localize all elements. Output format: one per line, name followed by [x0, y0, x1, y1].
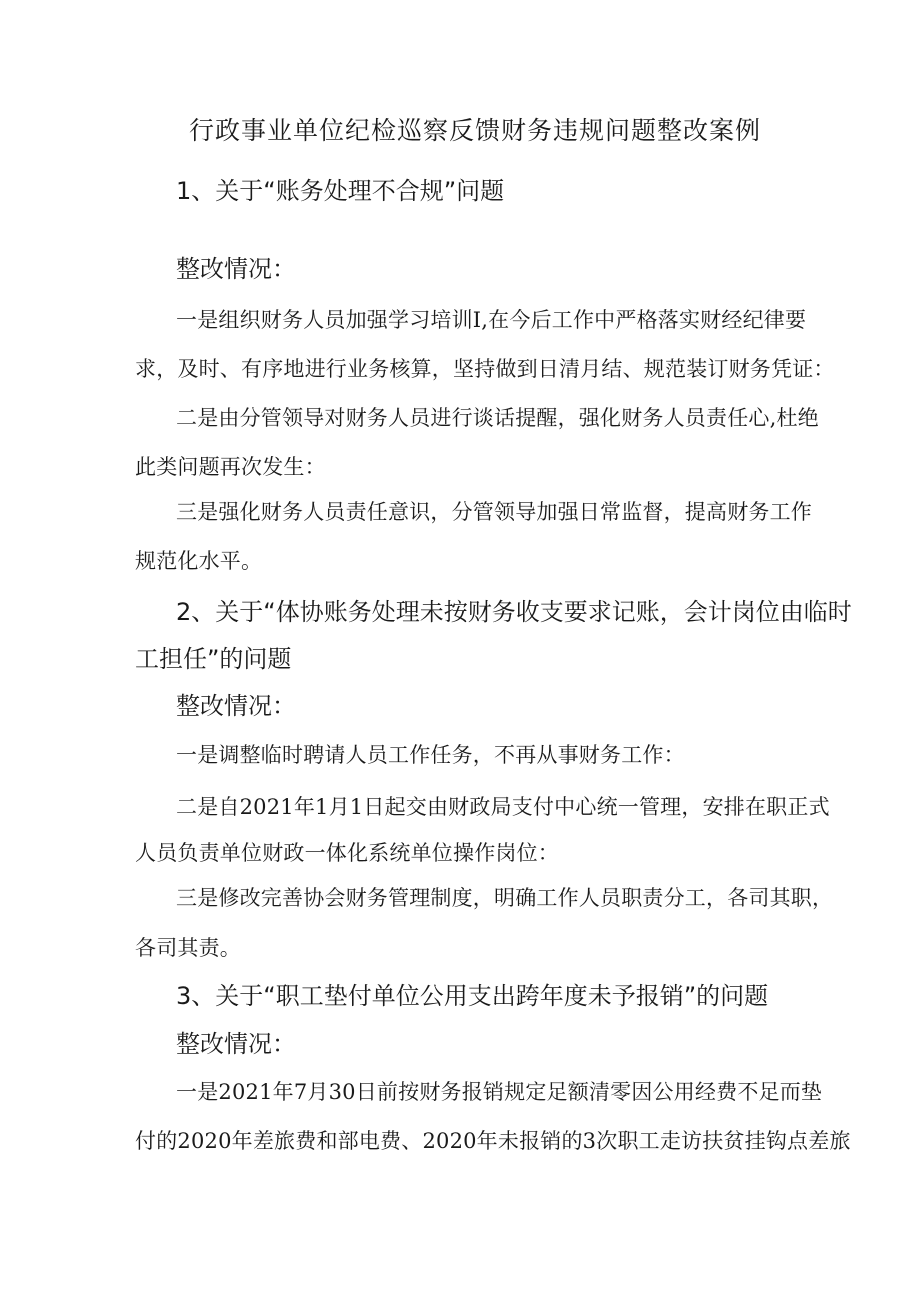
- document-title: 行政事业单位纪检巡察反馈财务违规问题整改案例: [189, 116, 762, 145]
- section-2-paragraph-1-line-1: 一是调整临时聘请人员工作任务，不再从事财务工作：: [176, 743, 685, 767]
- section-1-paragraph-3-line-2: 规范化水平。: [135, 549, 263, 573]
- section-2-paragraph-3-line-1: 三是修改完善协会财务管理制度，明确工作人员职责分工，各司其职，: [176, 886, 834, 910]
- section-1-paragraph-2-line-1: 二是由分管领导对财务人员进行谈话提醒，强化财务人员责任心,杜绝: [176, 406, 819, 430]
- section-2-subheading: 整改情况：: [176, 692, 296, 720]
- section-1-paragraph-1-line-1: 一是组织财务人员加强学习培训I,在今后工作中严格落实财经纪律要: [176, 308, 807, 332]
- section-2-paragraph-2-line-1: 二是自2021年1月1日起交由财政局支付中心统一管理，安排在职正式: [176, 795, 830, 819]
- section-1-paragraph-1-line-2: 求，及时、有序地进行业务核算，坚持做到日清月结、规范装订财务凭证：: [135, 357, 835, 381]
- section-3-heading: 3、关于“职工垫付单位公用支出跨年度未予报销”的问题: [176, 982, 769, 1010]
- section-2-paragraph-3-line-2: 各司其责。: [135, 936, 241, 960]
- section-2-heading-line-2: 工担任”的问题: [135, 645, 292, 673]
- section-1-paragraph-2-line-2: 此类问题再次发生：: [135, 455, 326, 479]
- section-1-heading: 1、关于“账务处理不合规”问题: [176, 177, 505, 205]
- section-1-paragraph-3-line-1: 三是强化财务人员责任意识，分管领导加强日常监督，提高财务工作: [176, 500, 812, 524]
- section-3-paragraph-1-line-1: 一是2021年7月30日前按财务报销规定足额清零因公用经费不足而垫: [176, 1080, 823, 1104]
- section-3-paragraph-1-line-2: 付的2020年差旅费和部电费、2020年未报销的3次职工走访扶贫挂钩点差旅: [135, 1129, 851, 1153]
- section-2-heading-line-1: 2、关于“体协账务处理未按财务收支要求记账，会计岗位由临时: [176, 598, 852, 626]
- section-3-subheading: 整改情况：: [176, 1030, 296, 1058]
- section-2-paragraph-2-line-2: 人员负责单位财政一体化系统单位操作岗位：: [135, 841, 559, 865]
- section-1-subheading: 整改情况：: [176, 255, 296, 283]
